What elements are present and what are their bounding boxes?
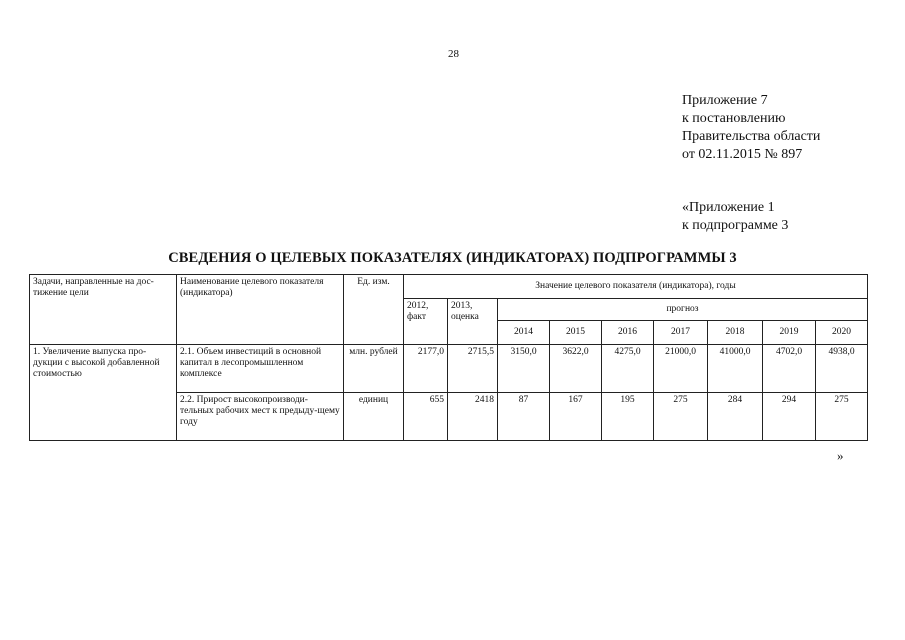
value-cell: 4702,0 <box>763 345 816 393</box>
appendix-line: Правительства области <box>682 129 821 144</box>
value-2013-cell: 2715,5 <box>448 345 498 393</box>
value-2013-cell: 2418 <box>448 393 498 441</box>
value-cell: 167 <box>550 393 602 441</box>
value-cell: 275 <box>654 393 708 441</box>
header-year: 2017 <box>654 321 708 345</box>
value-cell: 284 <box>708 393 763 441</box>
value-2012-cell: 2177,0 <box>404 345 448 393</box>
appendix-line: «Приложение 1 <box>682 200 775 215</box>
value-cell: 4275,0 <box>602 345 654 393</box>
appendix-line: Приложение 7 <box>682 93 768 108</box>
indicator-name-cell: 2.1. Объем инвестиций в основной капитал в лесопромышленном комплексе <box>177 345 344 393</box>
appendix-line: к постановлению <box>682 111 786 126</box>
header-year: 2020 <box>816 321 868 345</box>
header-year: 2018 <box>708 321 763 345</box>
value-cell: 275 <box>816 393 868 441</box>
document-title: СВЕДЕНИЯ О ЦЕЛЕВЫХ ПОКАЗАТЕЛЯХ (ИНДИКАТОРАХ) ПОДПРОГРАММЫ 3 <box>168 250 737 266</box>
header-year: 2015 <box>550 321 602 345</box>
value-cell: 4938,0 <box>816 345 868 393</box>
header-unit: Ед. изм. <box>344 275 404 345</box>
value-cell: 21000,0 <box>654 345 708 393</box>
value-cell: 294 <box>763 393 816 441</box>
indicators-table <box>29 274 868 441</box>
value-cell: 3150,0 <box>498 345 550 393</box>
page-number: 28 <box>448 48 459 60</box>
appendix-line: от 02.11.2015 № 897 <box>682 147 803 162</box>
task-cell: 1. Увеличение выпуска про-дукции с высокой добавленной стоимостью <box>30 345 177 441</box>
header-value: Значение целевого показателя (индикатора), годы <box>404 275 868 299</box>
appendix-reference <box>682 92 820 164</box>
value-2012-cell: 655 <box>404 393 448 441</box>
unit-cell: млн. рублей <box>344 345 404 393</box>
header-year: 2016 <box>602 321 654 345</box>
value-cell: 195 <box>602 393 654 441</box>
header-tasks: Задачи, направленные на дос-тижение цели <box>30 275 177 345</box>
header-row <box>30 275 868 299</box>
header-year-2013: 2013, оценка <box>448 299 498 345</box>
value-cell: 41000,0 <box>708 345 763 393</box>
value-cell: 87 <box>498 393 550 441</box>
unit-cell: единиц <box>344 393 404 441</box>
indicator-name-cell: 2.2. Прирост высокопроизводи-тельных рабочих мест к предыду-щему году <box>177 393 344 441</box>
header-year: 2014 <box>498 321 550 345</box>
closing-quote: » <box>837 448 844 463</box>
subprogram-appendix-reference <box>682 199 788 235</box>
header-forecast: прогноз <box>498 299 868 321</box>
header-indicator-name: Наименование целевого показателя (индикатора) <box>177 275 344 345</box>
header-year-2012: 2012, факт <box>404 299 448 345</box>
header-year: 2019 <box>763 321 816 345</box>
table-row <box>30 345 868 393</box>
value-cell: 3622,0 <box>550 345 602 393</box>
appendix-line: к подпрограмме 3 <box>682 218 789 233</box>
